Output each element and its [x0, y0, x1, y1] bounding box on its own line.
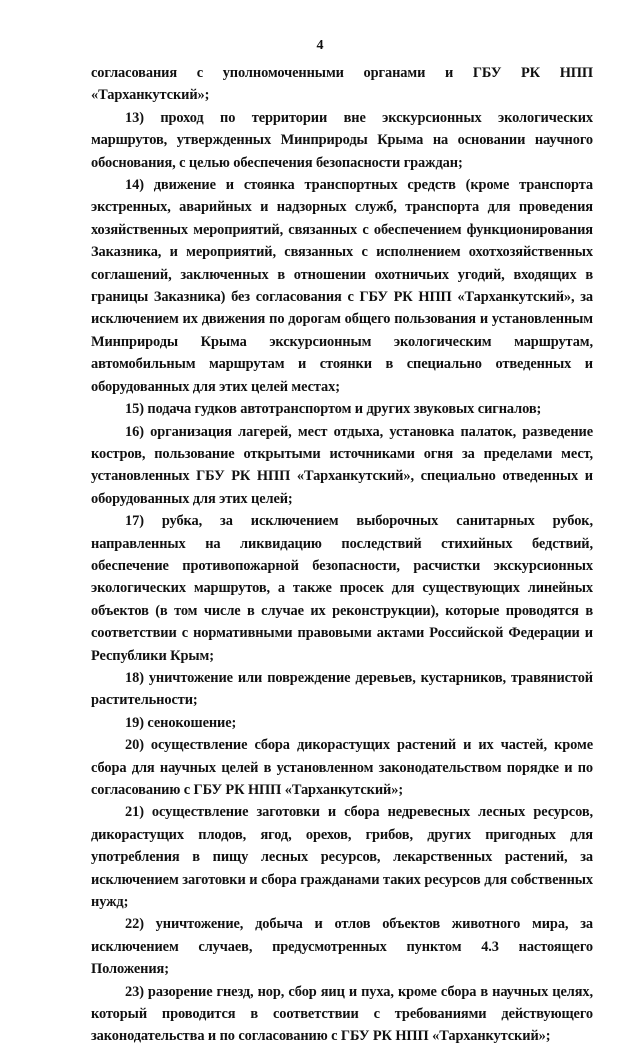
paragraph-item-15: 15) подача гудков автотранспортом и других звуковых сигналов;	[125, 401, 542, 418]
paragraph-item-19: 19) сенокошение;	[125, 714, 237, 731]
page-number: 4	[316, 38, 324, 53]
paragraph-item-18: 18) уничтожение или повреждение деревьев, кустарников, травянистой растительности;	[91, 669, 593, 709]
paragraph-item-16: 16) организация лагерей, мест отдыха, установка палаток, разведение костров, пользование открытыми источниками огня за пределами мест, установленных ГБУ РК НПП «Тарханкутский», специально отведенных и оборудованных для этих целей;	[91, 423, 593, 507]
paragraph-continuation: согласования с уполномоченными органами и ГБУ РК НПП «Тарханкутский»;	[91, 65, 593, 104]
paragraph-item-14: 14) движение и стоянка транспортных средств (кроме транспорта экстренных, аварийных и надзорных служб, транспорта для проведения хозяйственных мероприятий, связанных с обеспечением функционирования Заказника, и мероприятий, связанных с исполнением охотхозяйственных соглашений, заключенных в отношении охотничьих угодий, входящих в границы Заказника) без согласования с ГБУ РК НПП «Тарханкутский», за исключением их движения по дорогам общего пользования и установленным Минприроды Крыма экскурсионным экологическим маршрутам, автомобильным маршрутам и стоянки в специально отведенных и оборудованных для этих целей местах;	[91, 177, 593, 395]
paragraph-item-21: 21) осуществление заготовки и сбора недревесных лесных ресурсов, дикорастущих плодов, ягод, орехов, грибов, других пригодных для употребления в пищу лесных ресурсов, лекарственных растений, за исключением заготовки и сбора гражданами таких ресурсов для собственных нужд;	[91, 804, 593, 911]
document-body	[91, 62, 593, 1048]
paragraph-item-17: 17) рубка, за исключением выборочных санитарных рубок, направленных на ликвидацию последствий стихийных бедствий, обеспечение противопожарной безопасности, расчистки экскурсионных экологических маршрутов, а также просек для существующих линейных объектов (в том числе в случае их реконструкции), которые проводятся в соответствии с нормативными правовыми актами Российской Федерации и Республики Крым;	[91, 513, 593, 664]
paragraph-item-22: 22) уничтожение, добыча и отлов объектов животного мира, за исключением случаев, предусмотренных пунктом 4.3 настоящего Положения;	[91, 916, 593, 978]
paragraph-item-23: 23) разорение гнезд, нор, сбор яиц и пуха, кроме сбора в научных целях, который проводится в соответствии с требованиями действующего законодательства и по согласованию с ГБУ РК НПП «Тарханкутский»;	[91, 983, 593, 1045]
paragraph-item-20: 20) осуществление сбора дикорастущих растений и их частей, кроме сбора для научных целей в установленном законодательством порядке и по согласованию с ГБУ РК НПП «Тарханкутский»;	[91, 737, 593, 798]
paragraph-item-13: 13) проход по территории вне экскурсионных экологических маршрутов, утвержденных Минприроды Крыма на основании научного обоснования, с целью обеспечения безопасности граждан;	[91, 109, 593, 171]
